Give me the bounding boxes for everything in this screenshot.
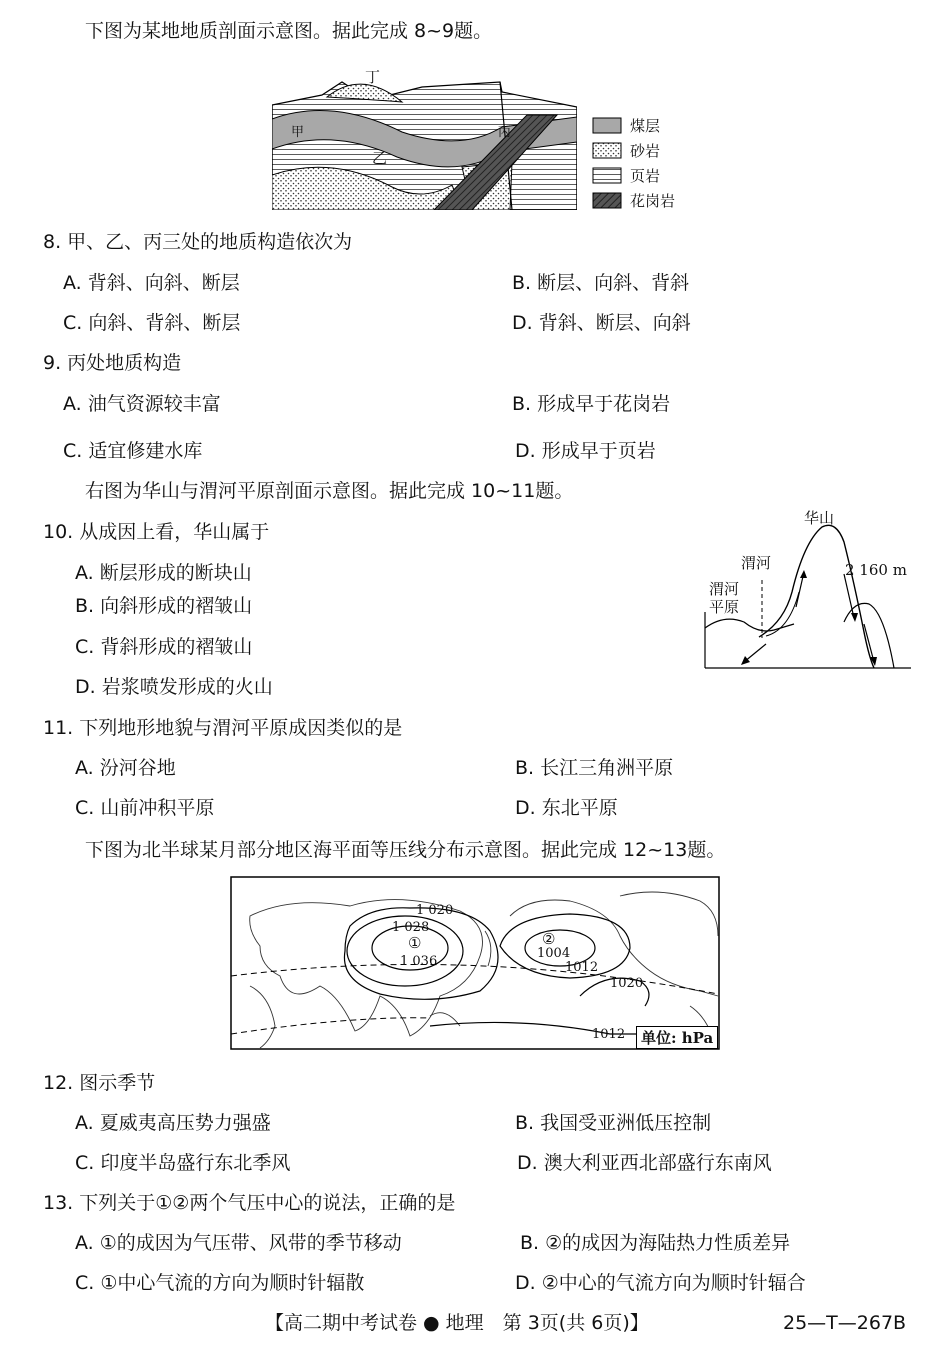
label-weihe: 渭河 [741, 554, 772, 572]
q9-option-d[interactable]: D. 形成早于页岩 [515, 440, 656, 462]
q11-option-c[interactable]: C. 山前冲积平原 [75, 797, 215, 819]
intro-12-13: 下图为北半球某月部分地区海平面等压线分布示意图。据此完成 12~13题。 [85, 839, 726, 861]
q11-stem: 11. 下列地形地貌与渭河平原成因类似的是 [43, 717, 403, 739]
q13-stem: 13. 下列关于①②两个气压中心的说法，正确的是 [43, 1192, 456, 1214]
isobar-label-1028: 1 028 [392, 920, 430, 935]
q8-option-a[interactable]: A. 背斜、向斜、断层 [63, 272, 240, 294]
q9-option-a[interactable]: A. 油气资源较丰富 [63, 393, 221, 415]
label-yi: 乙 [372, 149, 388, 167]
intro-8-9: 下图为某地地质剖面示意图。据此完成 8~9题。 [85, 20, 493, 42]
isobar-label-1012-bottom: 1012 [592, 1027, 626, 1042]
q10-option-d[interactable]: D. 岩浆喷发形成的火山 [75, 676, 273, 698]
q9-option-b[interactable]: B. 形成早于花岗岩 [512, 393, 671, 415]
center-label-2: ② [542, 930, 556, 948]
footer-code: 25—T—267B [783, 1312, 907, 1334]
q13-option-b[interactable]: B. ②的成因为海陆热力性质差异 [520, 1232, 791, 1254]
q10-stem: 10. 从成因上看，华山属于 [43, 521, 270, 543]
label-plain-1: 渭河 [709, 580, 740, 598]
q10-option-a[interactable]: A. 断层形成的断块山 [75, 562, 252, 584]
q13-option-a[interactable]: A. ①的成因为气压带、风带的季节移动 [75, 1232, 402, 1254]
q12-option-d[interactable]: D. 澳大利亚西北部盛行东南风 [517, 1152, 772, 1174]
q10-option-c[interactable]: C. 背斜形成的褶皱山 [75, 636, 253, 658]
q11-option-b[interactable]: B. 长江三角洲平原 [515, 757, 674, 779]
legend-shale: 页岩 [630, 167, 661, 185]
isobar-label-1020-right: 1020 [610, 976, 644, 991]
isobar-map-figure [230, 876, 720, 1050]
q8-option-d[interactable]: D. 背斜、断层、向斜 [512, 312, 691, 334]
q13-option-d[interactable]: D. ②中心的气流方向为顺时针辐合 [515, 1272, 806, 1294]
q13-option-c[interactable]: C. ①中心气流的方向为顺时针辐散 [75, 1272, 365, 1294]
label-height: 2 160 m [845, 561, 907, 579]
q10-option-b[interactable]: B. 向斜形成的褶皱山 [75, 595, 253, 617]
q12-stem: 12. 图示季节 [43, 1072, 156, 1094]
isobar-label-1004: 1004 [537, 946, 571, 961]
footer-title: 【高二期中考试卷 ● 地理 第 3页(共 6页)】 [265, 1312, 649, 1334]
legend-sandstone: 砂岩 [630, 142, 661, 160]
intro-10-11: 右图为华山与渭河平原剖面示意图。据此完成 10~11题。 [85, 480, 574, 502]
q12-option-a[interactable]: A. 夏威夷高压势力强盛 [75, 1112, 271, 1134]
legend-coal: 煤层 [630, 117, 661, 135]
unit-label: 单位: hPa [636, 1026, 718, 1049]
center-label-1: ① [408, 934, 422, 952]
isobar-label-1012-mid: 1012 [565, 960, 599, 975]
q8-option-b[interactable]: B. 断层、向斜、背斜 [512, 272, 690, 294]
label-huashan: 华山 [804, 509, 835, 527]
q11-option-a[interactable]: A. 汾河谷地 [75, 757, 176, 779]
q11-option-d[interactable]: D. 东北平原 [515, 797, 618, 819]
label-bing: 丙 [498, 125, 512, 140]
q9-option-c[interactable]: C. 适宜修建水库 [63, 440, 203, 462]
q12-option-c[interactable]: C. 印度半岛盛行东北季风 [75, 1152, 291, 1174]
isobar-label-1036: 1 036 [400, 954, 438, 969]
legend-swatches [592, 117, 624, 209]
q12-option-b[interactable]: B. 我国受亚洲低压控制 [515, 1112, 712, 1134]
isobar-label-1020-top: 1 020 [416, 903, 454, 918]
q9-stem: 9. 丙处地质构造 [43, 352, 182, 374]
label-ding: 丁 [365, 68, 381, 86]
q8-stem: 8. 甲、乙、丙三处的地质构造依次为 [43, 231, 353, 253]
label-jia: 甲 [291, 125, 305, 140]
q8-option-c[interactable]: C. 向斜、背斜、断层 [63, 312, 241, 334]
legend-granite: 花岗岩 [630, 192, 676, 210]
geologic-section-figure [272, 57, 577, 210]
label-plain-2: 平原 [709, 598, 740, 616]
